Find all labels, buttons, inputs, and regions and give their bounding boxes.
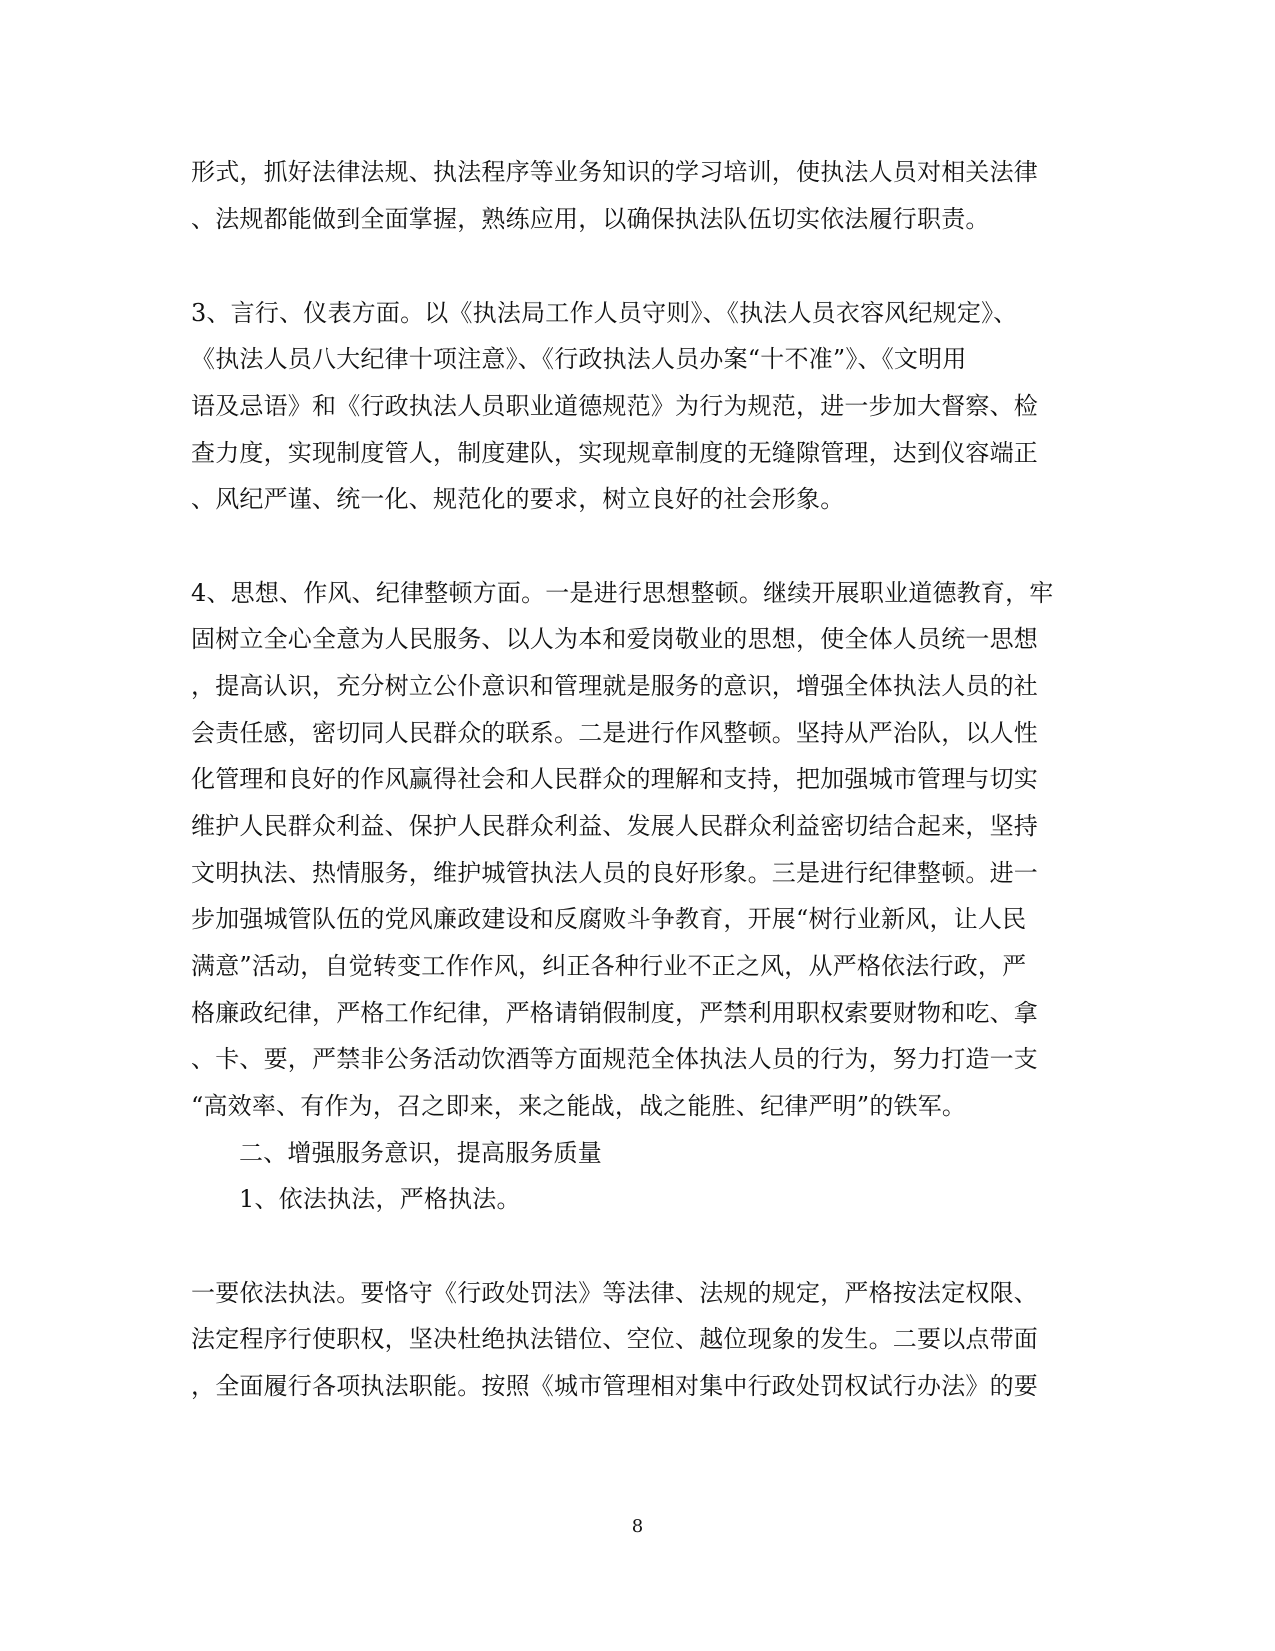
- text-line: 4、思想、作风、纪律整顿方面。一是进行思想整顿。继续开展职业道德教育，牢: [191, 579, 1054, 607]
- text-line: 3、言行、仪表方面。以《执法局工作人员守则》、《执法人员衣容风纪规定》、: [191, 299, 1018, 327]
- text-line: 固树立全心全意为人民服务、以人为本和爱岗敬业的思想，使全体人员统一思想: [191, 625, 1038, 653]
- text-line: 、风纪严谨、统一化、规范化的要求，树立良好的社会形象。: [191, 485, 845, 513]
- section-heading: 二、增强服务意识，提高服务质量: [239, 1139, 602, 1167]
- text-line: 格廉政纪律，严格工作纪律，严格请销假制度，严禁利用职权索要财物和吃、拿: [191, 999, 1038, 1027]
- text-line: 化管理和良好的作风赢得社会和人民群众的理解和支持，把加强城市管理与切实: [191, 765, 1038, 793]
- text-line: 维护人民群众利益、保护人民群众利益、发展人民群众利益密切结合起来，坚持: [191, 812, 1038, 840]
- text-line: 法定程序行使职权，坚决杜绝执法错位、空位、越位现象的发生。二要以点带面: [191, 1325, 1038, 1353]
- text-line: 步加强城管队伍的党风廉政建设和反腐败斗争教育，开展“树行业新风，让人民: [191, 905, 1027, 933]
- subsection-heading: 1、依法执法，严格执法。: [239, 1185, 521, 1213]
- text-line: ，提高认识，充分树立公仆意识和管理就是服务的意识，增强全体执法人员的社: [191, 672, 1038, 700]
- text-line: 满意”活动，自觉转变工作作风，纠正各种行业不正之风，从严格依法行政，严: [191, 952, 1027, 980]
- text-line: 、卡、要，严禁非公务活动饮酒等方面规范全体执法人员的行为，努力打造一支: [191, 1045, 1038, 1073]
- text-line: 文明执法、热情服务，维护城管执法人员的良好形象。三是进行纪律整顿。进一: [191, 859, 1038, 887]
- text-line: 查力度，实现制度管人，制度建队，实现规章制度的无缝隙管理，达到仪容端正: [191, 439, 1038, 467]
- page-number: 8: [631, 1516, 644, 1537]
- text-line: “高效率、有作为，召之即来，来之能战，战之能胜、纪律严明”的铁军。: [191, 1092, 967, 1120]
- text-line: 一要依法执法。要恪守《行政处罚法》等法律、法规的规定，严格按法定权限、: [191, 1279, 1038, 1307]
- text-line: 语及忌语》和《行政执法人员职业道德规范》为行为规范，进一步加大督察、检: [191, 392, 1038, 420]
- text-line: 《执法人员八大纪律十项注意》、《行政执法人员办案“十不准”》、《文明用: [191, 345, 967, 373]
- text-line: 会责任感，密切同人民群众的联系。二是进行作风整顿。坚持从严治队，以人性: [191, 719, 1038, 747]
- text-line: 、法规都能做到全面掌握，熟练应用，以确保执法队伍切实依法履行职责。: [191, 205, 990, 233]
- text-line: ，全面履行各项执法职能。按照《城市管理相对集中行政处罚权试行办法》的要: [191, 1372, 1038, 1400]
- text-line: 形式，抓好法律法规、执法程序等业务知识的学习培训，使执法人员对相关法律: [191, 158, 1038, 186]
